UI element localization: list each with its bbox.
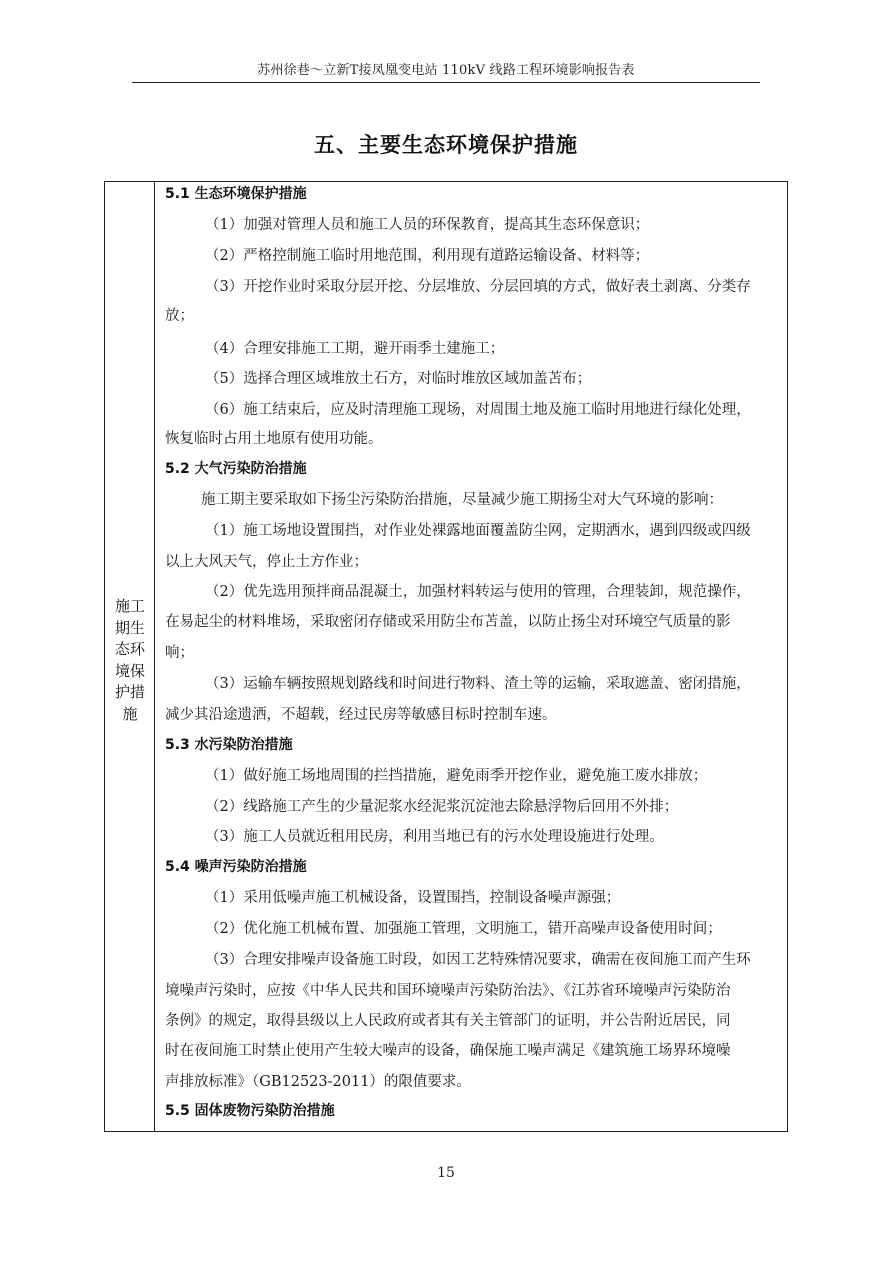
text-line: 放； [165, 308, 194, 324]
text-line: （5）选择合理区域堆放土石方，对临时堆放区域加盖苫布； [205, 371, 592, 387]
header-rule [132, 82, 760, 83]
category-label: 施工期生态环境保护措施 [114, 597, 145, 723]
text-line: （3）合理安排噪声设备施工时段，如因工艺特殊情况要求，确需在夜间施工而产生环 [205, 952, 751, 968]
page-number: 15 [437, 1165, 455, 1181]
measures-table [104, 181, 788, 1132]
text-line: （3）运输车辆按照规划路线和时间进行物料、渣土等的运输，采取遮盖、密闭措施， [205, 676, 751, 692]
text-line: 以上大风天气，停止土方作业； [165, 554, 368, 570]
text-line: （2）优先选用预拌商品混凝土，加强材料转运与使用的管理，合理装卸，规范操作， [205, 584, 751, 600]
text-line: （6）施工结束后，应及时清理施工现场，对周围土地及施工临时用地进行绿化处理， [205, 402, 751, 418]
text-line: （1）加强对管理人员和施工人员的环保教育，提高其生态环保意识； [205, 217, 650, 233]
text-line: （1）做好施工场地周围的拦挡措施，避免雨季开挖作业，避免施工废水排放； [205, 768, 708, 784]
category-column [105, 182, 155, 1131]
text-line: （2）线路施工产生的少量泥浆水经泥浆沉淀池去除悬浮物后回用不外排； [205, 799, 679, 815]
text-line: 条例》的规定，取得县级以上人民政府或者其有关主管部门的证明，并公告附近居民，同 [165, 1013, 731, 1029]
heading-5-5: 5.5 固体废物污染防治措施 [165, 1103, 335, 1119]
heading-5-1: 5.1 生态环境保护措施 [165, 186, 307, 202]
text-line: 减少其沿途遗洒，不超载，经过民房等敏感目标时控制车速。 [165, 707, 557, 723]
text-line: （3）开挖作业时采取分层开挖、分层堆放、分层回填的方式，做好表土剥离、分类存 [205, 279, 751, 295]
running-header-title: 苏州徐巷～立新T接凤凰变电站 110kV 线路工程环境影响报告表 [257, 63, 635, 78]
text-line: 恢复临时占用土地原有使用功能。 [165, 431, 383, 447]
text-line: 施工期主要采取如下扬尘污染防治措施，尽量减少施工期扬尘对大气环境的影响： [201, 492, 723, 508]
text-line: 声排放标准》（GB12523-2011）的限值要求。 [165, 1074, 471, 1090]
text-line: （4）合理安排施工工期，避开雨季土建施工； [205, 341, 505, 357]
heading-5-4: 5.4 噪声污染防治措施 [165, 859, 307, 875]
section-title: 五、主要生态环境保护措施 [314, 133, 578, 157]
text-line: （2）严格控制施工临时用地范围，利用现有道路运输设备、材料等； [205, 248, 650, 264]
text-line: （1）采用低噪声施工机械设备，设置围挡，控制设备噪声源强； [205, 890, 621, 906]
heading-5-3: 5.3 水污染防治措施 [165, 737, 293, 753]
text-line: 时在夜间施工时禁止使用产生较大噪声的设备，确保施工噪声满足《建筑施工场界环境噪 [165, 1043, 731, 1059]
text-line: （1）施工场地设置围挡，对作业处裸露地面覆盖防尘网，定期洒水，遇到四级或四级 [205, 523, 751, 539]
text-line: 在易起尘的材料堆场，采取密闭存储或采用防尘布苫盖，以防止扬尘对环境空气质量的影 [165, 614, 731, 630]
heading-5-2: 5.2 大气污染防治措施 [165, 461, 307, 477]
text-line: （2）优化施工机械布置、加强施工管理，文明施工，错开高噪声设备使用时间； [205, 921, 722, 937]
text-line: 响； [165, 645, 194, 661]
text-line: 境噪声污染时，应按《中华人民共和国环境噪声污染防治法》、《江苏省环境噪声污染防治 [165, 983, 731, 999]
text-line: （3）施工人员就近租用民房，利用当地已有的污水处理设施进行处理。 [205, 829, 664, 845]
